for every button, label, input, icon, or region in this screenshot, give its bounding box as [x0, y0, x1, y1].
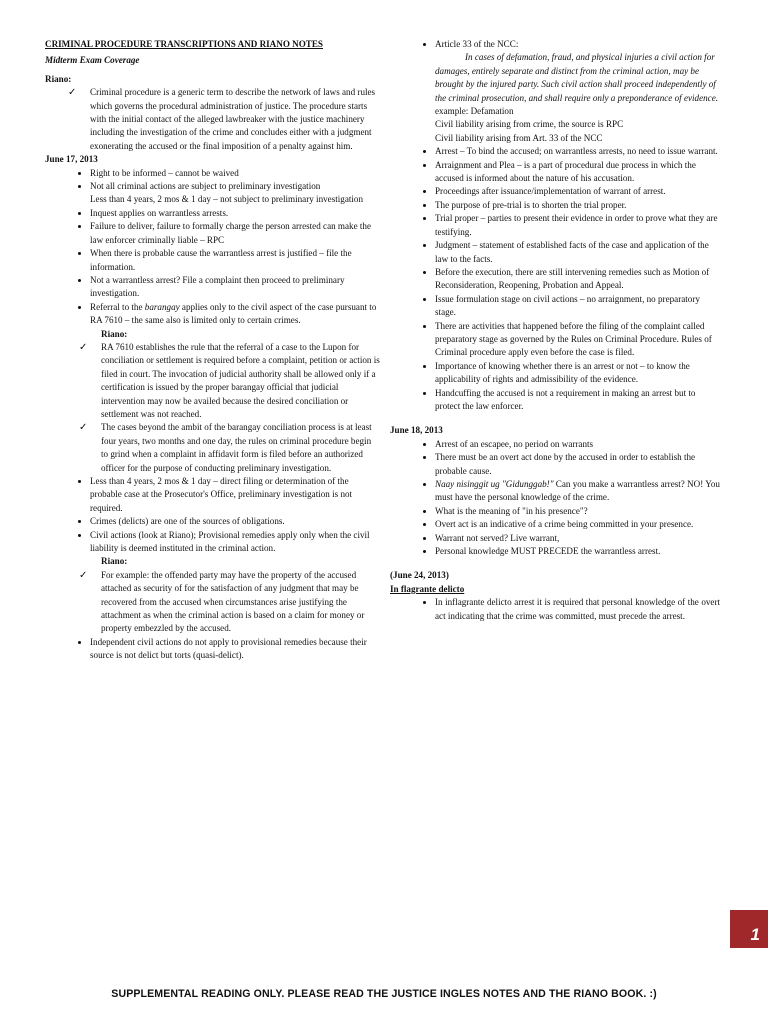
list-item: • Not a warrantless arrest? File a complaint then proceed to preliminary investigation. — [90, 274, 380, 301]
list-item: • Judgment – statement of established facts of the case and application of the law to the facts. — [435, 239, 720, 266]
civil-procedure-list — [390, 38, 720, 413]
list-item — [90, 301, 380, 328]
list-item: • Importance of knowing whether there is an arrest or not – to know the applicability of rights and admissibility of the evidence. — [435, 360, 720, 387]
list-item-emphasis: Naay nisinggit ug "Gidunggab!" — [435, 479, 554, 489]
list-item: • What is the meaning of "in his presence"? — [435, 505, 720, 518]
flagrante-heading: In flagrante delicto — [390, 583, 465, 594]
list-item: • Arrest of an escapee, no period on warrants — [435, 438, 720, 451]
june-17-list-continued — [45, 475, 380, 555]
page-number-badge — [730, 910, 768, 948]
list-item-text: Less than 4 years, 2 mos & 1 day – not subject to preliminary investigation — [90, 194, 364, 205]
footer-note: SUPPLEMENTAL READING ONLY. PLEASE READ THE JUSTICE INGLES NOTES AND THE RIANO BOOK. :) — [111, 988, 657, 1000]
list-item: • Inquest applies on warrantless arrests. — [90, 207, 380, 220]
page-number: 1 — [750, 925, 760, 944]
list-item: • Trial proper – parties to present their evidence in order to prove what they are testifying. — [435, 212, 720, 239]
list-item: • Arrest – To bind the accused; on warrantless arrests, no need to issue warrant. — [435, 145, 720, 158]
date-heading-june-24: (June 24, 2013) — [390, 570, 449, 581]
list-item — [435, 38, 720, 145]
list-item-text: • Article 33 of the NCC: — [435, 39, 519, 49]
check-item: ✓ The cases beyond the ambit of the barangay conciliation process is at least four years, two months and one day, the rules on criminal procedure begin to grind when a complaint in affidavit form is filed before an authorized officer for the purpose of conducting preliminary investigation. — [101, 421, 380, 475]
right-column — [390, 38, 720, 623]
document-subtitle: Midterm Exam Coverage — [45, 55, 140, 66]
riano-subheading: Riano: — [101, 556, 128, 567]
list-item: • Issue formulation stage on civil actions – no arraignment, no preparatory stage. — [435, 293, 720, 320]
list-item-text: Can you make a warrantless arrest? NO! You must have the personal knowledge of the crime. — [435, 479, 720, 503]
list-item-text: applies only to the civil aspect of the case pursuant to RA 7610 – the same also is limited only to certain crimes. — [90, 301, 377, 326]
list-item: • Civil actions (look at Riano); Provisional remedies apply only when the civil liability is deemed instituted in the criminal action. — [90, 529, 380, 556]
june-17-list-end — [45, 636, 380, 663]
check-item: ✓ For example: the offended party may have the property of the accused attached as security of for the satisfaction of any judgment that may be recovered from the accused when circumstances arise justifying the attachment as when the criminal action is based on a claim for money or property embezzled by the accused. — [101, 569, 380, 636]
list-item-text: Civil liability arising from Art. 33 of the NCC — [435, 132, 603, 143]
list-item: • Right to be informed – cannot be waived — [90, 167, 380, 180]
list-item: • Crimes (delicts) are one of the sources of obligations. — [90, 515, 380, 528]
list-item: • The purpose of pre-trial is to shorten the trial proper. — [435, 199, 720, 212]
list-item: • In inflagrante delicto arrest it is required that personal knowledge of the overt act indicating that the crime was committed, must precede the arrest. — [435, 596, 720, 623]
list-item: • Independent civil actions do not apply to provisional remedies because their source is not delict but torts (quasi-delict). — [90, 636, 380, 663]
riano-heading: Riano: — [45, 73, 72, 84]
riano-check-list — [45, 341, 380, 475]
list-item — [90, 180, 380, 207]
list-item: • Proceedings after issuance/implementation of warrant of arrest. — [435, 185, 720, 198]
june-24-list — [390, 596, 720, 623]
list-item: • Before the execution, there are still intervening remedies such as Motion of Reconsideration, Reopening, Probation and Appeal. — [435, 266, 720, 293]
list-item — [435, 478, 720, 505]
document-title: CRIMINAL PROCEDURE TRANSCRIPTIONS AND RIANO NOTES — [45, 39, 323, 49]
list-item: • Personal knowledge MUST PRECEDE the warrantless arrest. — [435, 545, 720, 558]
june-17-list — [45, 167, 380, 328]
intro-list — [45, 86, 380, 153]
june-18-list — [390, 438, 720, 559]
list-item: • There must be an overt act done by the accused in order to establish the probable cause. — [435, 451, 720, 478]
list-item-text: example: Defamation — [435, 106, 514, 117]
list-item: • Overt act is an indicative of a crime being committed in your presence. — [435, 518, 720, 531]
intro-paragraph: ✓ Criminal procedure is a generic term to describe the network of laws and rules which governs the procedural administration of justice. The procedure starts with the initial contact of the alleged lawbreaker with the justice machinery including the investigation of the crime and concludes either with a judgment exonerating the accused or the final imposition of a penalty against him. — [90, 86, 380, 153]
list-item: • Less than 4 years, 2 mos & 1 day – direct filing or determination of the probable case at the Prosecutor's Office, preliminary investigation is not required. — [90, 475, 380, 515]
list-item-text: • Not all criminal actions are subject to preliminary investigation — [90, 181, 321, 192]
list-item-text: Referral to the — [90, 301, 145, 312]
list-item: • Arraignment and Plea – is a part of procedural due process in which the accused is informed about the nature of his accusation. — [435, 159, 720, 186]
ncc-quote-text: In cases of defamation, fraud, and physical injuries a civil action for damages, entirely separate and distinct from the criminal action, may be brought by the injured party. Such civil action shall proceed independently of the criminal prosecution, and shall require only a preponderance of evidence. — [435, 52, 719, 103]
list-item: • Warrant not served? Live warrant, — [435, 532, 720, 545]
list-item: • When there is probable cause the warrantless arrest is justified – file the information. — [90, 247, 380, 274]
riano-subheading: Riano: — [101, 328, 128, 339]
list-item: • Failure to deliver, failure to formally charge the person arrested can make the law enforcer criminally liable – RPC — [90, 220, 380, 247]
ncc-quote — [435, 51, 720, 105]
riano-check-list — [45, 569, 380, 636]
list-item-text: Civil liability arising from crime, the source is RPC — [435, 119, 624, 130]
date-heading-june-17: June 17, 2013 — [45, 154, 98, 165]
date-heading-june-18: June 18, 2013 — [390, 425, 443, 436]
list-item: • Handcuffing the accused is not a requirement in making an arrest but to protect the law enforcer. — [435, 387, 720, 414]
list-item: • There are activities that happened before the filing of the complaint called preparatory stage as governed by the Rules on Criminal Procedure. Rules of Criminal procedure apply even before the case is filed. — [435, 320, 720, 360]
check-item: ✓ RA 7610 establishes the rule that the referral of a case to the Lupon for conciliation or settlement is required before a complaint, petition or action is filed in court. The invocation of judicial authority shall be allowed only if a certification is issued by the proper barangay official that judicial intervention may now be availed because the desired conciliation or settlement was not reached. — [101, 341, 380, 421]
list-item-emphasis: barangay — [144, 301, 180, 312]
left-column — [45, 38, 380, 663]
